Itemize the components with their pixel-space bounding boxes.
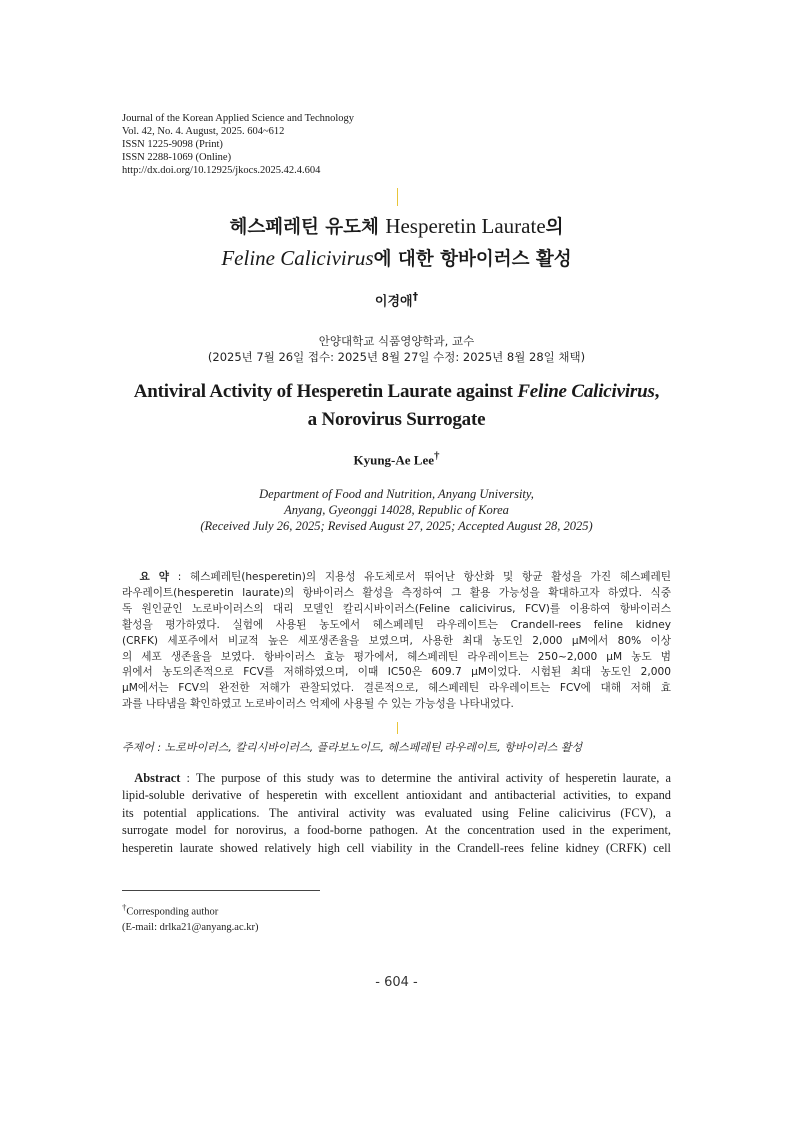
affiliation-ko bbox=[0, 333, 793, 365]
affiliation-en-dept: Department of Food and Nutrition, Anyang University, bbox=[259, 487, 534, 501]
journal-doi[interactable]: http://dx.doi.org/10.12925/jkocs.2025.42.4.604 bbox=[122, 165, 321, 176]
journal-name: Journal of the Korean Applied Science and Technology bbox=[122, 113, 355, 124]
abstract-ko-line: (CRFK) 세포주에서 비교적 높은 세포생존율을 보였으며, 사용한 최대 농도인 2,000 μM에서 80% 이상 bbox=[122, 634, 671, 647]
abstract-ko bbox=[122, 570, 671, 713]
author-ko bbox=[0, 290, 793, 309]
abstract-ko-line: 과를 나타냄을 확인하였고 노로바이러스 억제에 사용될 수 있는 가능성을 나타내었다. bbox=[122, 698, 514, 711]
author-ko-name: 이경애 bbox=[374, 294, 413, 310]
journal-issn-print: ISSN 1225-9098 (Print) bbox=[122, 139, 223, 150]
abstract-en-line bbox=[122, 770, 671, 787]
footnote-corresponding bbox=[122, 900, 259, 920]
abstract-ko-line bbox=[122, 570, 671, 586]
abstract-en-line: lipid-soluble derivative of hesperetin with excellent antioxidant and antibacterial activities, to expand bbox=[122, 788, 671, 803]
keywords-ko: 주제어 : 노로바이러스, 칼리시바이러스, 플라보노이드, 헤스페레틴 라우레이트, 항바이러스 활성 bbox=[122, 741, 583, 754]
title-en bbox=[0, 378, 793, 434]
author-en bbox=[0, 450, 793, 468]
abstract-ko-line: 위에서 농도의존적으로 FCV를 저해하였으며, 이때 IC50은 609.7 μM이었다. 시험된 최대 농도인 2,000 bbox=[122, 666, 671, 679]
center-guide-mark bbox=[397, 188, 398, 206]
title-en-line2: a Norovirus Surrogate bbox=[307, 409, 486, 430]
author-ko-mark: † bbox=[412, 290, 419, 303]
abstract-ko-line-text: : 헤스페레틴(hesperetin)의 지용성 유도체로서 뛰어난 항산화 및 항균 활성을 가진 헤스페레틴 bbox=[169, 571, 672, 583]
abstract-ko-line: 라우레이트(hesperetin laurate)의 항바이러스 활성을 측정하여 그 활용 가능성을 확대하고자 하였다. 식중 bbox=[122, 586, 671, 599]
title-en-text1: Antiviral Activity of Hesperetin Laurate against bbox=[133, 381, 518, 402]
title-en-virus-name: Feline Calicivirus bbox=[517, 381, 655, 402]
affiliation-en bbox=[0, 486, 793, 534]
abstract-en-line: its potential applications. The antiviral activity was evaluated using Feline calicivirus (FCV), a bbox=[122, 805, 671, 820]
title-ko-virus-name: Feline Calicivirus bbox=[221, 246, 374, 270]
author-en-mark: † bbox=[434, 450, 440, 462]
abstract-ko-heading: 요 약 bbox=[139, 571, 169, 583]
abstract-ko-line: 의 세포 생존율을 보였다. 항바이러스 효능 평가에서, 헤스페레틴 라우레이트는 250~2,000 μM 농도 범 bbox=[122, 650, 671, 663]
footnote-mark: † bbox=[122, 902, 127, 912]
title-ko-line2 bbox=[0, 244, 793, 274]
title-ko-text2: 에 대한 항바이러스 활성 bbox=[373, 249, 572, 270]
author-en-name: Kyung-Ae Lee bbox=[353, 452, 435, 468]
abstract-ko-line: 활성을 평가하였다. 실험에 사용된 농도에서 헤스페레틴 라우레이트는 Crandell-rees feline kidney bbox=[122, 618, 671, 631]
affiliation-en-address: Anyang, Gyeonggi 14028, Republic of Korea bbox=[284, 503, 509, 517]
abstract-ko-line: 독 원인균인 노로바이러스의 대리 모델인 칼리시바이러스(Feline calicivirus, FCV)를 이용하여 항바이러스 bbox=[122, 602, 671, 615]
abstract-en-line: surrogate model for norovirus, a food-borne pathogen. At the concentration used in the experiment, bbox=[122, 823, 671, 838]
journal-header bbox=[122, 112, 462, 177]
footnote-divider bbox=[122, 890, 320, 891]
affiliation-ko-dates: (2025년 7월 26일 접수: 2025년 8월 27일 수정: 2025년 8월 28일 채택) bbox=[207, 350, 586, 364]
affiliation-en-dates: (Received July 26, 2025; Revised August 27, 2025; Accepted August 28, 2025) bbox=[200, 519, 593, 533]
abstract-ko-line: μM에서는 FCV의 완전한 저해가 관찰되었다. 결론적으로, 헤스페레틴 라우레이트는 FCV에 대해 저해 효 bbox=[122, 682, 671, 695]
footnote-email: (E-mail: drlka21@anyang.ac.kr) bbox=[122, 921, 259, 933]
page-number: - 604 - bbox=[375, 975, 418, 990]
title-ko-latin: Hesperetin Laurate bbox=[385, 214, 546, 238]
footnote bbox=[122, 900, 259, 935]
abstract-en-heading: Abstract bbox=[134, 771, 181, 785]
center-guide-mark bbox=[397, 722, 398, 734]
title-ko-text1: 헤스페레틴 유도체 bbox=[229, 217, 386, 238]
abstract-en-line-text: : The purpose of this study was to determine the antiviral activity of hesperetin laurate, a bbox=[180, 771, 671, 785]
journal-issn-online: ISSN 2288-1069 (Online) bbox=[122, 152, 232, 163]
affiliation-ko-dept: 안양대학교 식품영양학과, 교수 bbox=[318, 334, 475, 348]
title-ko-particle: 의 bbox=[545, 217, 564, 238]
title-en-comma: , bbox=[654, 381, 660, 402]
journal-volume: Vol. 42, No. 4. August, 2025. 604~612 bbox=[122, 126, 285, 137]
title-en-line1 bbox=[0, 378, 793, 406]
footnote-text: Corresponding author bbox=[126, 906, 219, 918]
abstract-en bbox=[122, 770, 671, 857]
title-ko-line1 bbox=[0, 212, 793, 242]
abstract-en-line: hesperetin laurate showed relatively high cell viability in the Crandell-rees feline kidney (CRFK) cell bbox=[122, 840, 671, 855]
